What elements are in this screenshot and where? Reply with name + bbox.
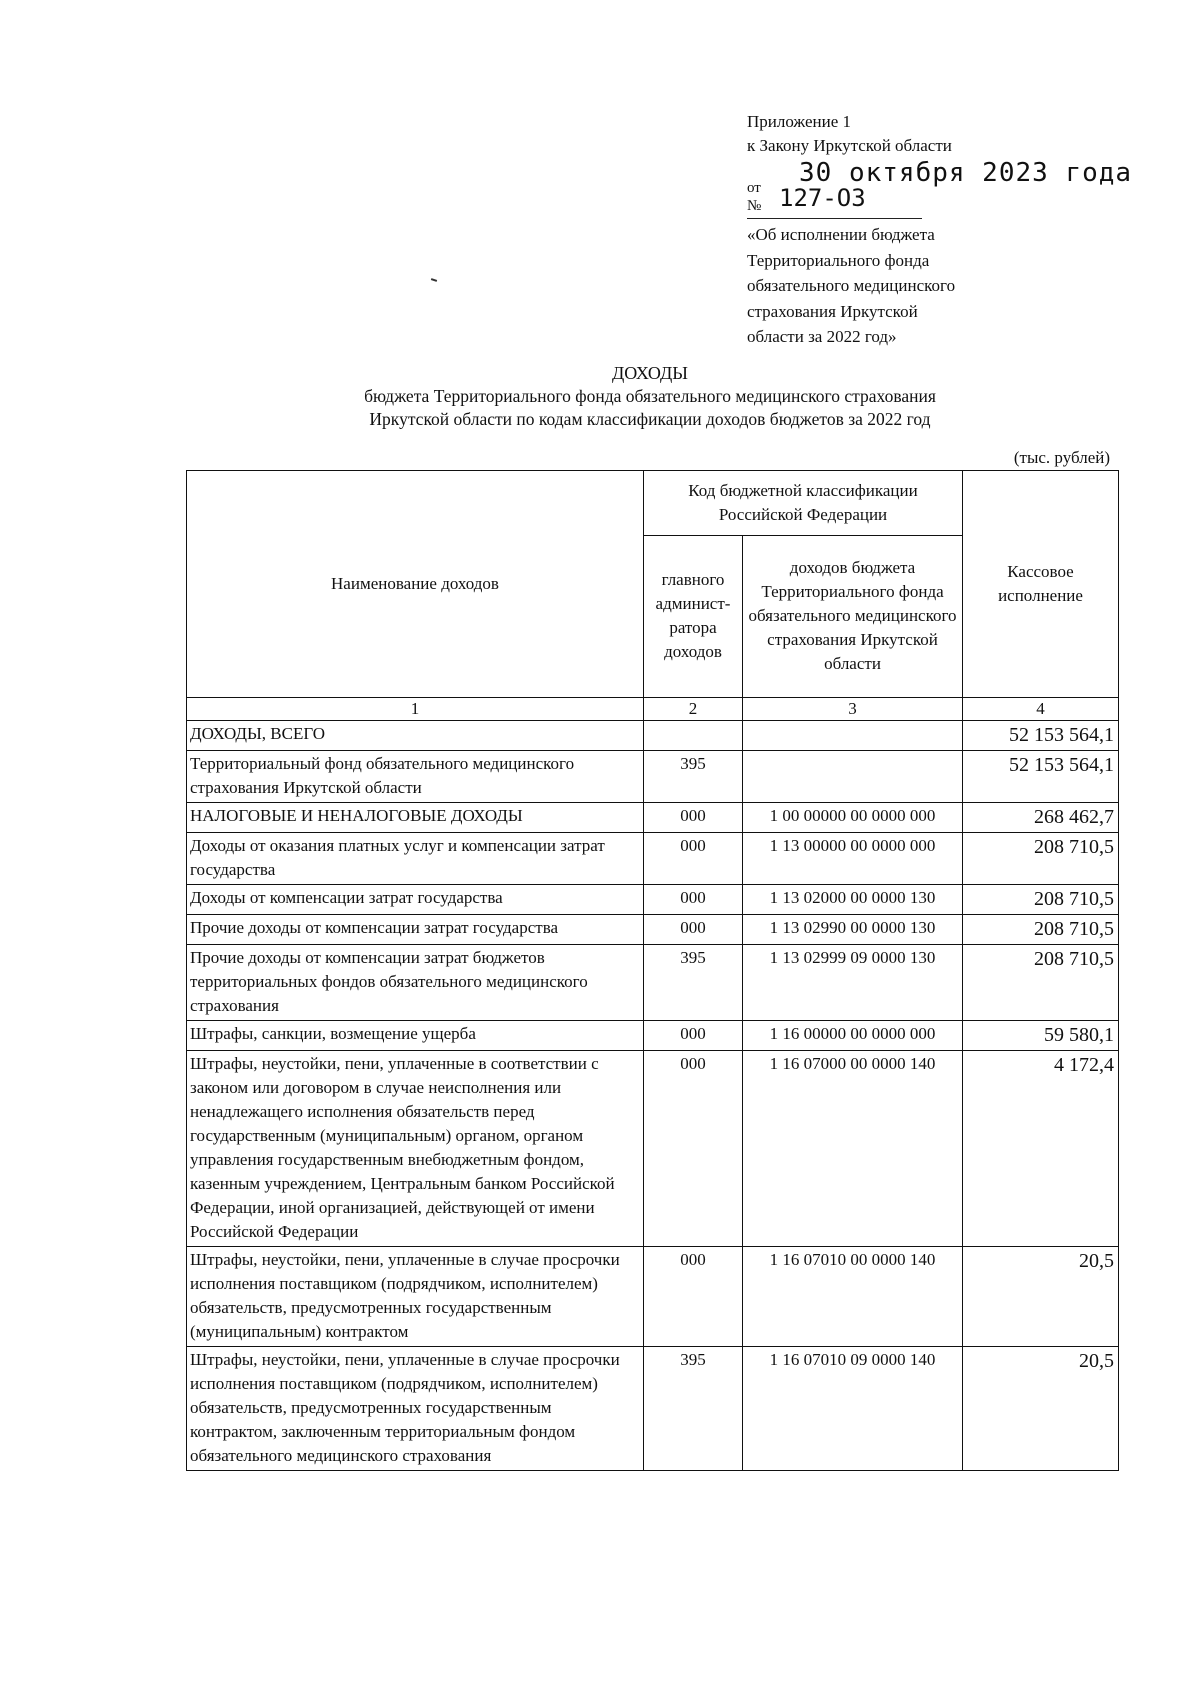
law-number: 127-ОЗ [779, 184, 866, 212]
row-code: 1 13 02990 00 0000 130 [743, 915, 963, 945]
row-code: 1 13 00000 00 0000 000 [743, 833, 963, 885]
col-number: 4 [963, 698, 1119, 721]
row-name: Прочие доходы от компенсации затрат государства [187, 915, 644, 945]
row-admin: 000 [644, 1247, 743, 1347]
law-title [747, 222, 1147, 350]
appendix-header [747, 110, 1147, 350]
row-name: Доходы от оказания платных услуг и компенсации затрат государства [187, 833, 644, 885]
row-name: Штрафы, санкции, возмещение ущерба [187, 1021, 644, 1051]
table-row [187, 721, 1119, 751]
row-admin [644, 721, 743, 751]
header-income-code: доходов бюджета Территориального фонда обязательного медицинского страхования Иркутской области [743, 536, 963, 698]
table-row [187, 1051, 1119, 1247]
revenue-table [186, 470, 1119, 1471]
col-number: 2 [644, 698, 743, 721]
row-code: 1 16 07010 00 0000 140 [743, 1247, 963, 1347]
row-amount: 268 462,7 [963, 803, 1119, 833]
signature-underline [747, 218, 922, 219]
row-amount: 208 710,5 [963, 945, 1119, 1021]
row-amount: 20,5 [963, 1347, 1119, 1471]
header-code-group: Код бюджетной классификации Российской Федерации [644, 471, 963, 536]
law-title-line: Территориального фонда [747, 250, 930, 270]
row-amount: 59 580,1 [963, 1021, 1119, 1051]
header-row [187, 471, 1119, 536]
law-title-line: области за 2022 год» [747, 327, 897, 346]
row-code: 1 16 07000 00 0000 140 [743, 1051, 963, 1247]
row-amount: 208 710,5 [963, 885, 1119, 915]
table-row [187, 833, 1119, 885]
row-admin: 000 [644, 833, 743, 885]
row-admin: 000 [644, 1021, 743, 1051]
title-main: ДОХОДЫ [611, 363, 689, 383]
appendix-label: Приложение 1 [747, 112, 851, 131]
table-row [187, 945, 1119, 1021]
row-code: 1 16 00000 00 0000 000 [743, 1021, 963, 1051]
table-row [187, 803, 1119, 833]
row-admin: 395 [644, 945, 743, 1021]
row-code [743, 721, 963, 751]
law-title-line: «Об исполнении бюджета [747, 225, 935, 244]
units-label: (тыс. рублей) [1013, 448, 1110, 467]
law-date-number [747, 158, 1147, 214]
column-numbers-row [187, 698, 1119, 721]
table-row [187, 885, 1119, 915]
table-row [187, 1347, 1119, 1471]
row-amount: 208 710,5 [963, 915, 1119, 945]
law-title-line: страхования Иркутской [747, 301, 918, 321]
number-prefix: № [747, 198, 762, 214]
law-title-line: обязательного медицинского [747, 276, 956, 295]
document-title [0, 362, 1200, 431]
row-code: 1 16 07010 09 0000 140 [743, 1347, 963, 1471]
row-amount: 52 153 564,1 [963, 751, 1119, 803]
row-admin: 395 [644, 1347, 743, 1471]
row-amount: 52 153 564,1 [963, 721, 1119, 751]
row-name: Прочие доходы от компенсации затрат бюджетов территориальных фондов обязательного медицинского страхования [187, 945, 644, 1021]
header-execution: Кассовое исполнение [963, 471, 1119, 698]
date-prefix: от [747, 180, 761, 196]
row-name: Штрафы, неустойки, пени, уплаченные в соответствии с законом или договором в случае неисполнения или ненадлежащего исполнения обязательств перед государственным (муниципальным) органом, органом управления государственным внебюджетным фондом, казенным учреждением, Центральным банком Российской Федерации, иной организацией, действующей от имени Российской Федерации [187, 1051, 644, 1247]
row-admin: 000 [644, 915, 743, 945]
appendix-law-ref: к Закону Иркутской области [747, 136, 952, 155]
title-sub-2: Иркутской области по кодам классификации доходов бюджетов за 2022 год [369, 409, 931, 429]
row-name: Доходы от компенсации затрат государства [187, 885, 644, 915]
row-amount: 208 710,5 [963, 833, 1119, 885]
row-code [743, 751, 963, 803]
table-row [187, 1021, 1119, 1051]
header-admin: главного админист-ратора доходов [644, 536, 743, 698]
title-sub-1: бюджета Территориального фонда обязательного медицинского страхования [364, 386, 936, 406]
header-name: Наименование доходов [187, 471, 644, 698]
row-name: Территориальный фонд обязательного медицинского страхования Иркутской области [187, 751, 644, 803]
col-number: 1 [187, 698, 644, 721]
law-date: 30 октября 2023 года [799, 158, 1133, 188]
row-code: 1 00 00000 00 0000 000 [743, 803, 963, 833]
row-admin: 000 [644, 885, 743, 915]
row-name: Штрафы, неустойки, пени, уплаченные в случае просрочки исполнения поставщиком (подрядчиком, исполнителем) обязательств, предусмотренных государственным (муниципальным) контрактом [187, 1247, 644, 1347]
row-amount: 20,5 [963, 1247, 1119, 1347]
row-admin: 395 [644, 751, 743, 803]
table-row [187, 1247, 1119, 1347]
row-code: 1 13 02999 09 0000 130 [743, 945, 963, 1021]
scan-speck [431, 278, 437, 282]
row-name: ДОХОДЫ, ВСЕГО [187, 721, 644, 751]
table-row [187, 751, 1119, 803]
row-code: 1 13 02000 00 0000 130 [743, 885, 963, 915]
col-number: 3 [743, 698, 963, 721]
row-name: НАЛОГОВЫЕ И НЕНАЛОГОВЫЕ ДОХОДЫ [187, 803, 644, 833]
table-row [187, 915, 1119, 945]
row-admin: 000 [644, 803, 743, 833]
row-name: Штрафы, неустойки, пени, уплаченные в случае просрочки исполнения поставщиком (подрядчиком, исполнителем) обязательств, предусмотренных государственным контрактом, заключенным территориальным фондом обязательного медицинского страхования [187, 1347, 644, 1471]
row-amount: 4 172,4 [963, 1051, 1119, 1247]
row-admin: 000 [644, 1051, 743, 1247]
